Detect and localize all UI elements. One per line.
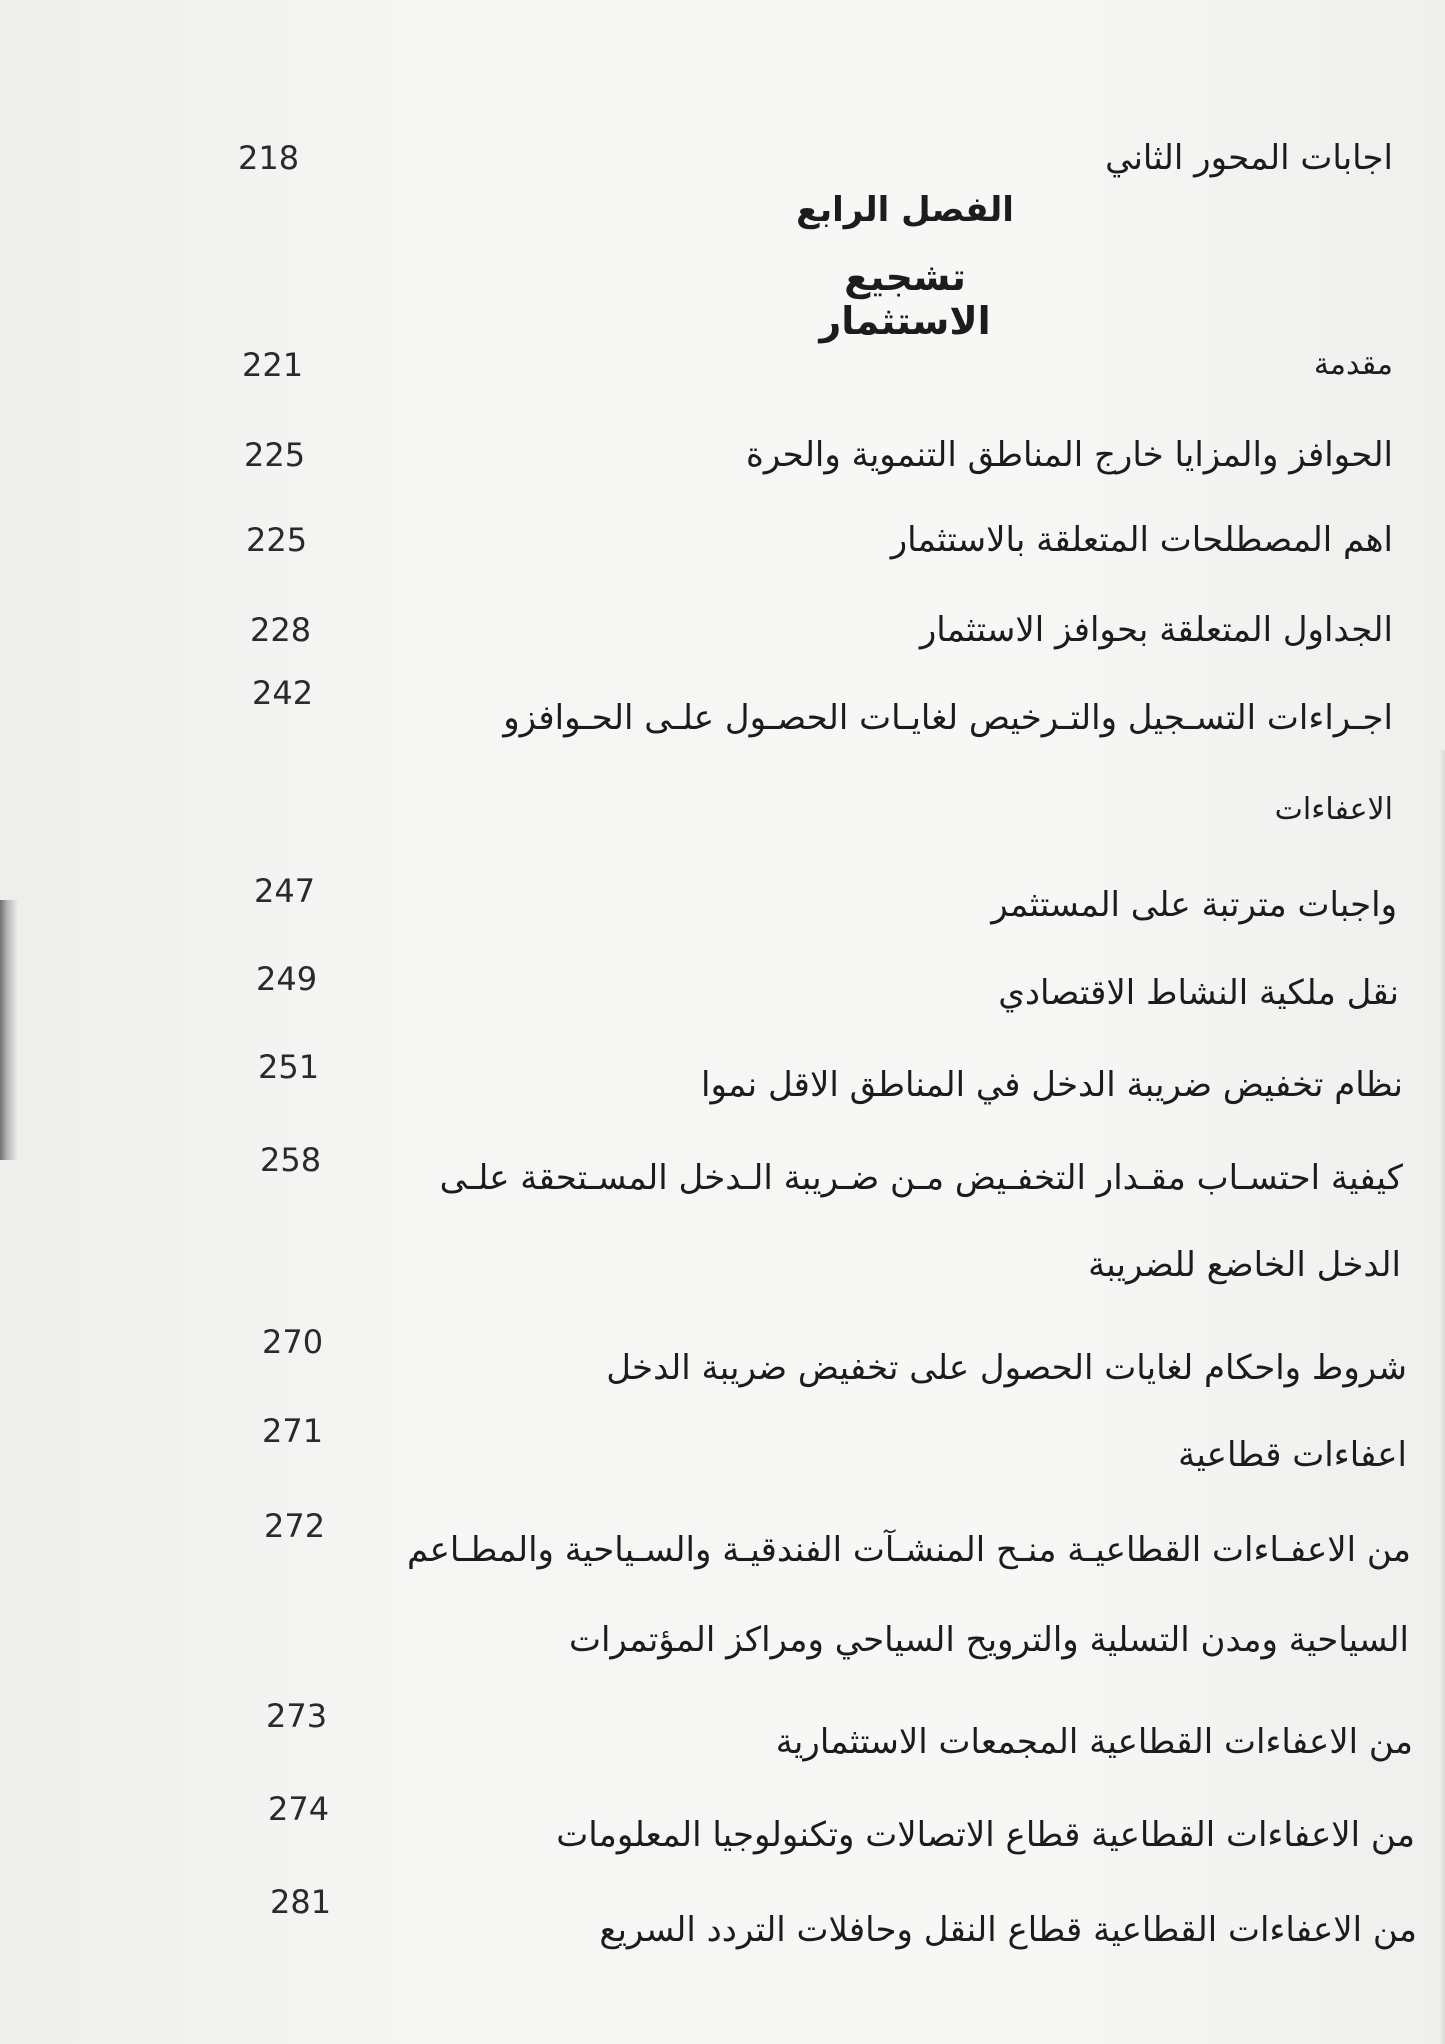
toc-entry-label: كيفية احتسـاب مقـدار التخفـيض مـن ضـريبة الـدخل المسـتحقة علـى bbox=[439, 1158, 1403, 1198]
toc-entry bbox=[0, 1883, 1445, 1960]
toc-entry-label: شروط واحكام لغايات الحصول على تخفيض ضريبة الدخل bbox=[606, 1348, 1407, 1388]
toc-entry-continuation bbox=[0, 780, 1445, 840]
toc-entry bbox=[0, 1507, 1445, 1580]
toc-entry bbox=[0, 128, 1445, 188]
toc-entry bbox=[0, 1412, 1445, 1485]
toc-entry-continuation bbox=[0, 1610, 1445, 1670]
toc-entry-label: مقدمة bbox=[1313, 347, 1393, 382]
page-edge-shadow bbox=[0, 900, 18, 1160]
toc-entry-label: السياحية ومدن التسلية والترويح السياحي ومراكز المؤتمرات bbox=[568, 1620, 1409, 1660]
toc-entry-label: الجداول المتعلقة بحوافز الاستثمار bbox=[919, 610, 1393, 650]
toc-entry bbox=[0, 425, 1445, 485]
toc-entry-page: 225 bbox=[244, 436, 306, 474]
toc-entry-page: 249 bbox=[256, 960, 318, 998]
toc-entry bbox=[0, 1323, 1445, 1398]
toc-entry bbox=[0, 335, 1445, 395]
toc-entry-page: 281 bbox=[270, 1883, 332, 1921]
toc-entry bbox=[0, 960, 1445, 1023]
toc-entry bbox=[0, 872, 1445, 935]
toc-entry-continuation bbox=[0, 1235, 1445, 1295]
toc-entry bbox=[0, 1048, 1445, 1115]
toc-entry-label: من الاعفاءات القطاعية قطاع النقل وحافلات التردد السريع bbox=[599, 1910, 1417, 1950]
toc-entry-page: 225 bbox=[246, 521, 308, 559]
toc-entry-label: اجـراءات التسـجيل والتـرخيص لغايـات الحصـول علـى الحـوافزو bbox=[503, 698, 1393, 738]
toc-entry-label: نقل ملكية النشاط الاقتصادي bbox=[998, 973, 1399, 1013]
toc-entry-page: 273 bbox=[266, 1697, 328, 1735]
toc-entry bbox=[0, 1790, 1445, 1865]
toc-entry-label: اعفاءات قطاعية bbox=[1178, 1435, 1407, 1475]
toc-entry-label: اهم المصطلحات المتعلقة بالاستثمار bbox=[890, 520, 1393, 560]
toc-entry-page: 272 bbox=[264, 1507, 326, 1545]
toc-entry-page: 271 bbox=[262, 1412, 324, 1450]
toc-entry bbox=[0, 600, 1445, 660]
toc-entry-page: 251 bbox=[258, 1048, 320, 1086]
toc-entry-label: واجبات مترتبة على المستثمر bbox=[991, 885, 1397, 925]
toc-entry-label: الاعفاءات bbox=[1274, 792, 1393, 827]
toc-entry-label: الحوافز والمزايا خارج المناطق التنموية والحرة bbox=[746, 435, 1393, 475]
toc-entry-label: نظام تخفيض ضريبة الدخل في المناطق الاقل نموا bbox=[701, 1065, 1403, 1105]
toc-entry bbox=[0, 510, 1445, 570]
toc-entry-page: 228 bbox=[250, 611, 312, 649]
toc-entry-page: 258 bbox=[260, 1141, 322, 1179]
toc-entry-page: 247 bbox=[254, 872, 316, 910]
toc-entry bbox=[0, 674, 1445, 748]
toc-entry bbox=[0, 1697, 1445, 1772]
toc-entry-label: من الاعفاءات القطاعية قطاع الاتصالات وتكنولوجيا المعلومات bbox=[556, 1815, 1415, 1855]
toc-entry-label: اجابات المحور الثاني bbox=[1105, 138, 1393, 178]
toc-entry bbox=[0, 1141, 1445, 1208]
toc-entry-label: الدخل الخاضع للضريبة bbox=[1088, 1245, 1401, 1285]
toc-entry-page: 221 bbox=[242, 346, 304, 384]
toc-entry-label: من الاعفـاءات القطاعيـة منـح المنشـآت الفندقيـة والسـياحية والمطـاعم bbox=[406, 1530, 1411, 1570]
toc-entry-page: 274 bbox=[268, 1790, 330, 1828]
chapter-number: الفصل الرابع bbox=[796, 190, 1014, 230]
chapter-title: تشجيع الاستثمار bbox=[819, 255, 991, 343]
toc-entry-page: 270 bbox=[262, 1323, 324, 1361]
toc-entry-label: من الاعفاءات القطاعية المجمعات الاستثمارية bbox=[775, 1722, 1413, 1762]
toc-entry-page: 218 bbox=[238, 139, 300, 177]
toc-entry-page: 242 bbox=[252, 674, 314, 712]
